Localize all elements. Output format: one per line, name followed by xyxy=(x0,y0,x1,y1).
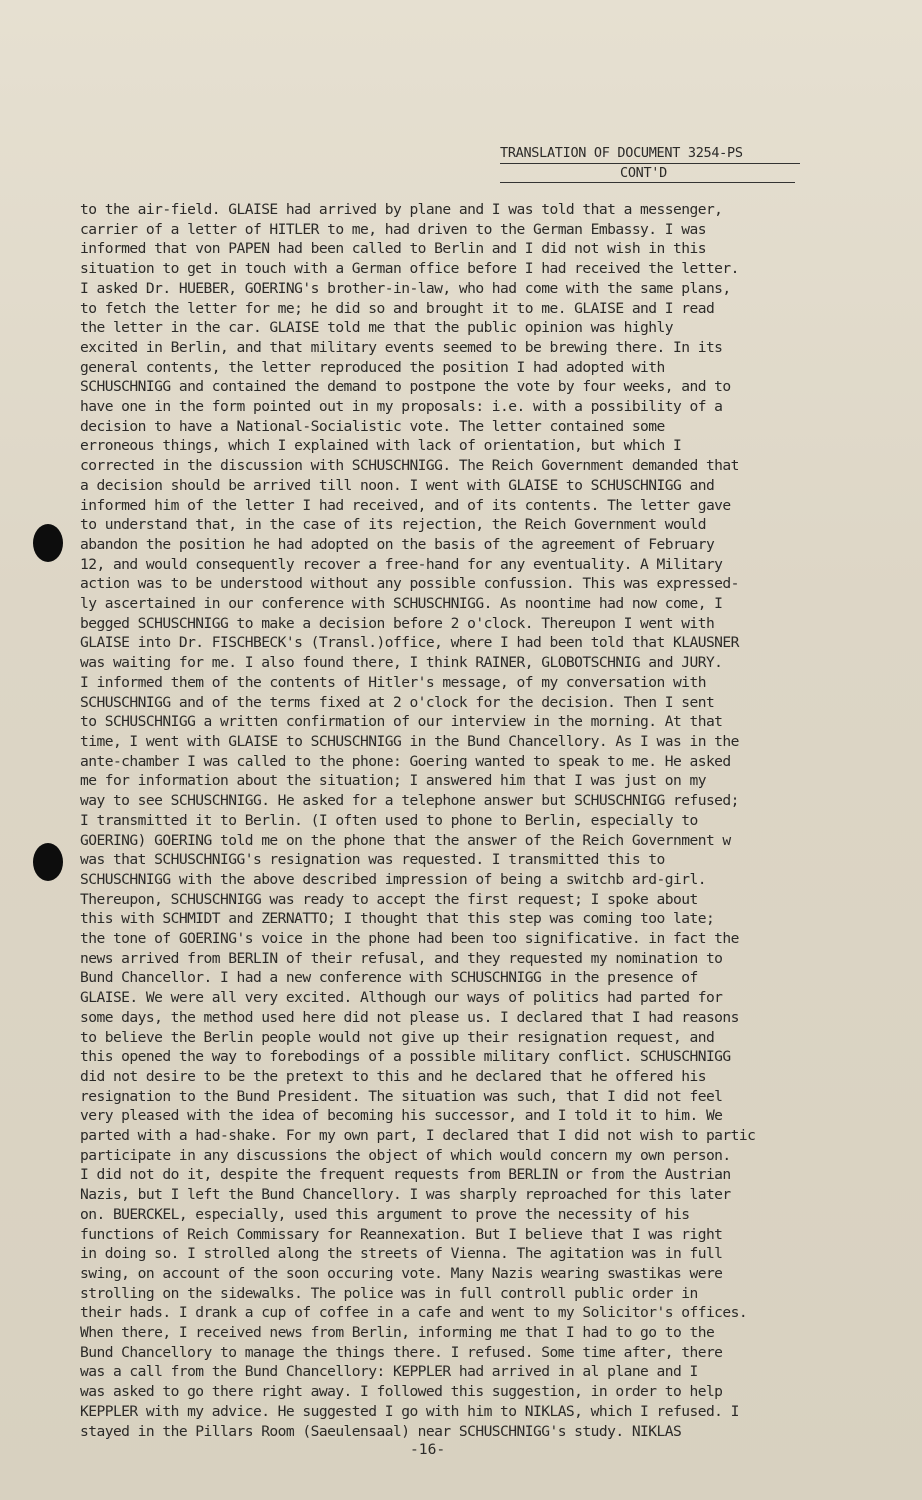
text-line: abandon the position he had adopted on the basis of the agreement of February xyxy=(80,535,715,553)
text-line: GLAISE into Dr. FISCHBECK's (Transl.)office, where I had been told that KLAUSNER xyxy=(80,634,739,652)
text-line: Bund Chancellor. I had a new conference with SCHUSCHNIGG in the presence of xyxy=(80,969,698,987)
text-line: this opened the way to forebodings of a possible military conflict. SCHUSCHNIGG xyxy=(80,1048,731,1066)
text-line: corrected in the discussion with SCHUSCHNIGG. The Reich Government demanded that xyxy=(80,457,739,475)
text-line: resignation to the Bund President. The situation was such, that I did not feel xyxy=(80,1087,723,1105)
text-line: I asked Dr. HUEBER, GOERING's brother-in-law, who had come with the same plans, xyxy=(80,279,731,297)
text-line: to fetch the letter for me; he did so and brought it to me. GLAISE and I read xyxy=(80,299,715,317)
text-line: SCHUSCHNIGG and of the terms fixed at 2 o'clock for the decision. Then I sent xyxy=(80,693,715,711)
text-line: their hads. I drank a cup of coffee in a cafe and went to my Solicitor's offices. xyxy=(80,1304,748,1322)
text-line: news arrived from BERLIN of their refusal, and they requested my nomination to xyxy=(80,949,723,967)
text-line: I informed them of the contents of Hitler's message, of my conversation with xyxy=(80,673,706,691)
text-line: the letter in the car. GLAISE told me that the public opinion was highly xyxy=(80,319,674,337)
text-line: was waiting for me. I also found there, I think RAINER, GLOBOTSCHNIG and JURY. xyxy=(80,654,723,672)
text-line: in doing so. I strolled along the streets of Vienna. The agitation was in full xyxy=(80,1245,723,1263)
text-line: Nazis, but I left the Bund Chancellory. I was sharply reproached for this later xyxy=(80,1186,731,1204)
text-line: was asked to go there right away. I followed this suggestion, in order to help xyxy=(80,1383,723,1401)
text-line: have one in the form pointed out in my proposals: i.e. with a possibility of a xyxy=(80,398,723,416)
text-line: was a call from the Bund Chancellory: KEPPLER had arrived in al plane and I xyxy=(80,1363,698,1381)
text-line: did not desire to be the pretext to this and he declared that he offered his xyxy=(80,1067,706,1085)
text-line: erroneous things, which I explained with lack of orientation, but which I xyxy=(80,437,682,455)
text-line: I transmitted it to Berlin. (I often used to phone to Berlin, especially to xyxy=(80,811,698,829)
continued-label: CONT'D xyxy=(500,164,795,183)
text-line: begged SCHUSCHNIGG to make a decision before 2 o'clock. Thereupon I went with xyxy=(80,614,715,632)
document-body xyxy=(80,200,850,1459)
text-line: participate in any discussions the object of which would concern my own person. xyxy=(80,1146,731,1164)
text-line: to understand that, in the case of its rejection, the Reich Government would xyxy=(80,516,706,534)
text-line: 12, and would consequently recover a free-hand for any eventuality. A Military xyxy=(80,555,723,573)
text-line: parted with a had-shake. For my own part, I declared that I did not wish to partic xyxy=(80,1127,756,1145)
text-line: action was to be understood without any possible confussion. This was expressed- xyxy=(80,575,739,593)
text-line: a decision should be arrived till noon. I went with GLAISE to SCHUSCHNIGG and xyxy=(80,476,715,494)
text-line: excited in Berlin, and that military events seemed to be brewing there. In its xyxy=(80,338,723,356)
text-line: I did not do it, despite the frequent requests from BERLIN or from the Austrian xyxy=(80,1166,731,1184)
text-line: When there, I received news from Berlin, informing me that I had to go to the xyxy=(80,1324,715,1342)
text-line: time, I went with GLAISE to SCHUSCHNIGG in the Bund Chancellory. As I was in the xyxy=(80,732,739,750)
text-line: decision to have a National-Socialistic vote. The letter contained some xyxy=(80,417,665,435)
text-line: some days, the method used here did not please us. I declared that I had reasons xyxy=(80,1008,739,1026)
text-line: functions of Reich Commissary for Reannexation. But I believe that I was right xyxy=(80,1225,723,1243)
text-line: Thereupon, SCHUSCHNIGG was ready to accept the first request; I spoke about xyxy=(80,890,698,908)
text-line: was that SCHUSCHNIGG's resignation was requested. I transmitted this to xyxy=(80,851,665,869)
text-line: carrier of a letter of HITLER to me, had driven to the German Embassy. I was xyxy=(80,220,706,238)
text-line: swing, on account of the soon occuring vote. Many Nazis wearing swastikas were xyxy=(80,1264,723,1282)
text-line: me for information about the situation; I answered him that I was just on my xyxy=(80,772,706,790)
text-line: informed him of the letter I had received, and of its contents. The letter gave xyxy=(80,496,731,514)
text-line: GLAISE. We were all very excited. Although our ways of politics had parted for xyxy=(80,989,723,1007)
text-line: ly ascertained in our conference with SCHUSCHNIGG. As noontime had now come, I xyxy=(80,595,723,613)
text-line: strolling on the sidewalks. The police was in full controll public order in xyxy=(80,1284,698,1302)
punch-hole xyxy=(33,524,63,562)
text-line: SCHUSCHNIGG with the above described impression of being a switchb ard-girl. xyxy=(80,870,706,888)
text-line: informed that von PAPEN had been called to Berlin and I did not wish in this xyxy=(80,240,706,258)
text-line: ante-chamber I was called to the phone: Goering wanted to speak to me. He asked xyxy=(80,752,731,770)
text-line: GOERING) GOERING told me on the phone that the answer of the Reich Government w xyxy=(80,831,731,849)
text-line: general contents, the letter reproduced the position I had adopted with xyxy=(80,358,665,376)
text-line: this with SCHMIDT and ZERNATTO; I thought that this step was coming too late; xyxy=(80,910,715,928)
text-line: to SCHUSCHNIGG a written confirmation of our interview in the morning. At that xyxy=(80,713,723,731)
translation-title: TRANSLATION OF DOCUMENT 3254-PS xyxy=(500,144,800,164)
text-line: KEPPLER with my advice. He suggested I go with him to NIKLAS, which I refused. I xyxy=(80,1402,739,1420)
text-line: SCHUSCHNIGG and contained the demand to postpone the vote by four weeks, and to xyxy=(80,378,731,396)
text-line: very pleased with the idea of becoming his successor, and I told it to him. We xyxy=(80,1107,723,1125)
text-line: on. BUERCKEL, especially, used this argument to prove the necessity of his xyxy=(80,1205,690,1223)
text-line: way to see SCHUSCHNIGG. He asked for a telephone answer but SCHUSCHNIGG refused; xyxy=(80,792,739,810)
text-line: situation to get in touch with a German office before I had received the letter. xyxy=(80,260,739,278)
text-line: to believe the Berlin people would not give up their resignation request, and xyxy=(80,1028,715,1046)
text-line: Bund Chancellory to manage the things there. I refused. Some time after, there xyxy=(80,1343,723,1361)
text-line: to the air-field. GLAISE had arrived by plane and I was told that a messenger, xyxy=(80,201,723,218)
text-line: stayed in the Pillars Room (Saeulensaal) near SCHUSCHNIGG's study. NIKLAS xyxy=(80,1422,682,1440)
page-number: -16- xyxy=(410,1441,446,1459)
document-header xyxy=(500,144,800,183)
punch-hole xyxy=(33,843,63,881)
text-line: the tone of GOERING's voice in the phone had been too significative. in fact the xyxy=(80,930,739,948)
